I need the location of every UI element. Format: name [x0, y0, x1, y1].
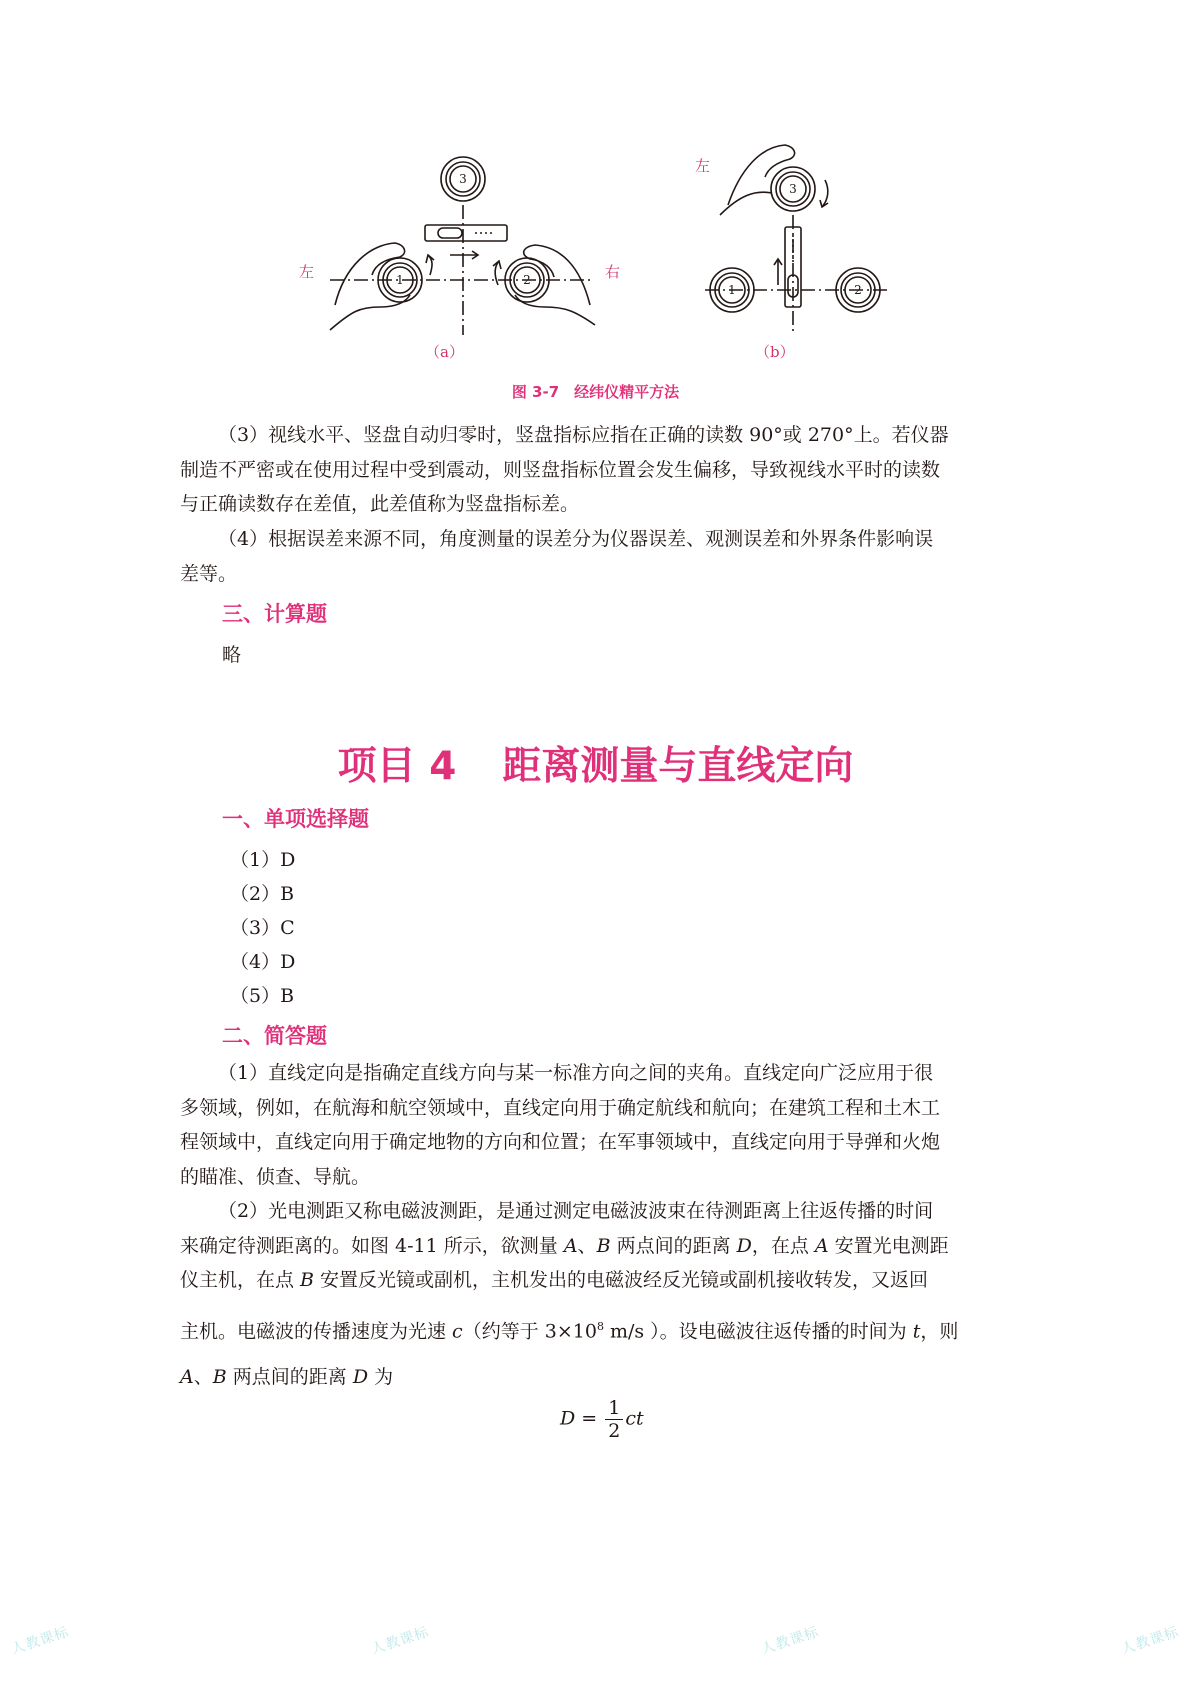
paragraph-line: （2）光电测距又称电磁波测距，是通过测定电磁波波束在待测距离上往返传播的时间	[218, 1200, 934, 1222]
paragraph-line: （4）根据误差来源不同，角度测量的误差分为仪器误差、观测误差和外界条件影响误	[218, 528, 934, 550]
paragraph-line: 与正确读数存在差值，此差值称为竖盘指标差。	[180, 493, 580, 515]
answer-item: （4）D	[230, 951, 296, 973]
paragraph-line: 多领域，例如，在航海和航空领域中，直线定向用于确定航线和航向；在建筑工程和土木工	[180, 1096, 941, 1119]
figure-caption: 图 3-7 经纬仪精平方法	[511, 383, 680, 401]
paragraph-line: 仪主机，在点 B 安置反光镜或副机，主机发出的电磁波经反光镜或副机接收转发，又返回	[180, 1269, 929, 1291]
paragraph-line: 主机。电磁波的传播速度为光速 c（约等于 $3\times 10^8$ m/s ）。设电磁波往返传播的时间为 t，则	[180, 1319, 959, 1342]
section-title-calc: 三、计算题	[222, 602, 327, 626]
screw-label-3-a: 3	[459, 172, 467, 186]
level-vial-icon-a	[425, 225, 507, 241]
watermark: 人教课标	[1119, 1624, 1182, 1658]
formula-eq: =	[575, 1407, 604, 1430]
watermark: 人教课标	[9, 1624, 72, 1658]
paragraph-line: （1）直线定向是指确定直线方向与某一标准方向之间的夹角。直线定向广泛应用于很	[218, 1062, 934, 1084]
short-answer-1	[180, 1056, 1010, 1194]
section-title-short: 二、简答题	[222, 1024, 327, 1048]
short-answer-2	[180, 1194, 1010, 1395]
chapter-number: 项目 4	[337, 744, 457, 789]
formula-lhs: D	[560, 1407, 576, 1430]
section-title-choice: 一、单项选择题	[222, 807, 369, 831]
answer-item: （5）B	[230, 985, 295, 1007]
label-left-a: 左	[299, 263, 315, 281]
label-left-b: 左	[695, 157, 711, 175]
formula-denominator: 2	[608, 1420, 621, 1442]
chapter-name: 距离测量与直线定向	[502, 744, 854, 789]
paragraph-4	[180, 522, 1010, 591]
watermark: 人教课标	[759, 1624, 822, 1658]
watermark: 人教课标	[369, 1624, 432, 1658]
sublabel-b: （b）	[755, 343, 795, 361]
sublabel-a: （a）	[425, 343, 464, 361]
paragraph-line: 来确定待测距离的。如图 4-11 所示，欲测量 A、B 两点间的距离 D，在点 A 安置光电测距	[180, 1234, 949, 1257]
label-right-a: 右	[605, 263, 621, 281]
screw-label-1-b: 1	[728, 283, 736, 297]
paragraph-line: 的瞄准、侦查、导航。	[180, 1165, 371, 1188]
screw-label-2-b: 2	[854, 283, 862, 297]
paragraph-line: 程领域中，直线定向用于确定地物的方向和位置；在军事领域中，直线定向用于导弹和火炮	[180, 1131, 941, 1153]
leveling-diagram	[0, 135, 1191, 375]
paragraph-3	[180, 418, 1010, 522]
paragraph-line: 差等。	[180, 562, 238, 585]
distance-formula	[560, 1397, 644, 1442]
answer-item: （3）C	[230, 917, 295, 939]
paragraph-line: （3）视线水平、竖盘自动归零时，竖盘指标应指在正确的读数 90°或 270°上。若仪器	[218, 424, 949, 446]
figure-3-7	[0, 135, 1191, 405]
formula-fraction	[605, 1397, 623, 1442]
screw-label-2-a: 2	[523, 273, 531, 287]
section-calc-body: 略	[222, 644, 242, 666]
screw-label-3-b: 3	[789, 182, 797, 196]
chapter-title	[0, 735, 1191, 791]
formula-rhs: ct	[625, 1407, 644, 1430]
answer-item: （2）B	[230, 883, 295, 905]
paragraph-line: A、B 两点间的距离 D 为	[180, 1366, 394, 1389]
screw-label-1-a: 1	[396, 273, 404, 287]
paragraph-line: 制造不严密或在使用过程中受到震动，则竖盘指标位置会发生偏移，导致视线水平时的读数	[180, 458, 941, 481]
formula-numerator: 1	[605, 1397, 623, 1420]
answer-item: （1）D	[230, 849, 296, 871]
